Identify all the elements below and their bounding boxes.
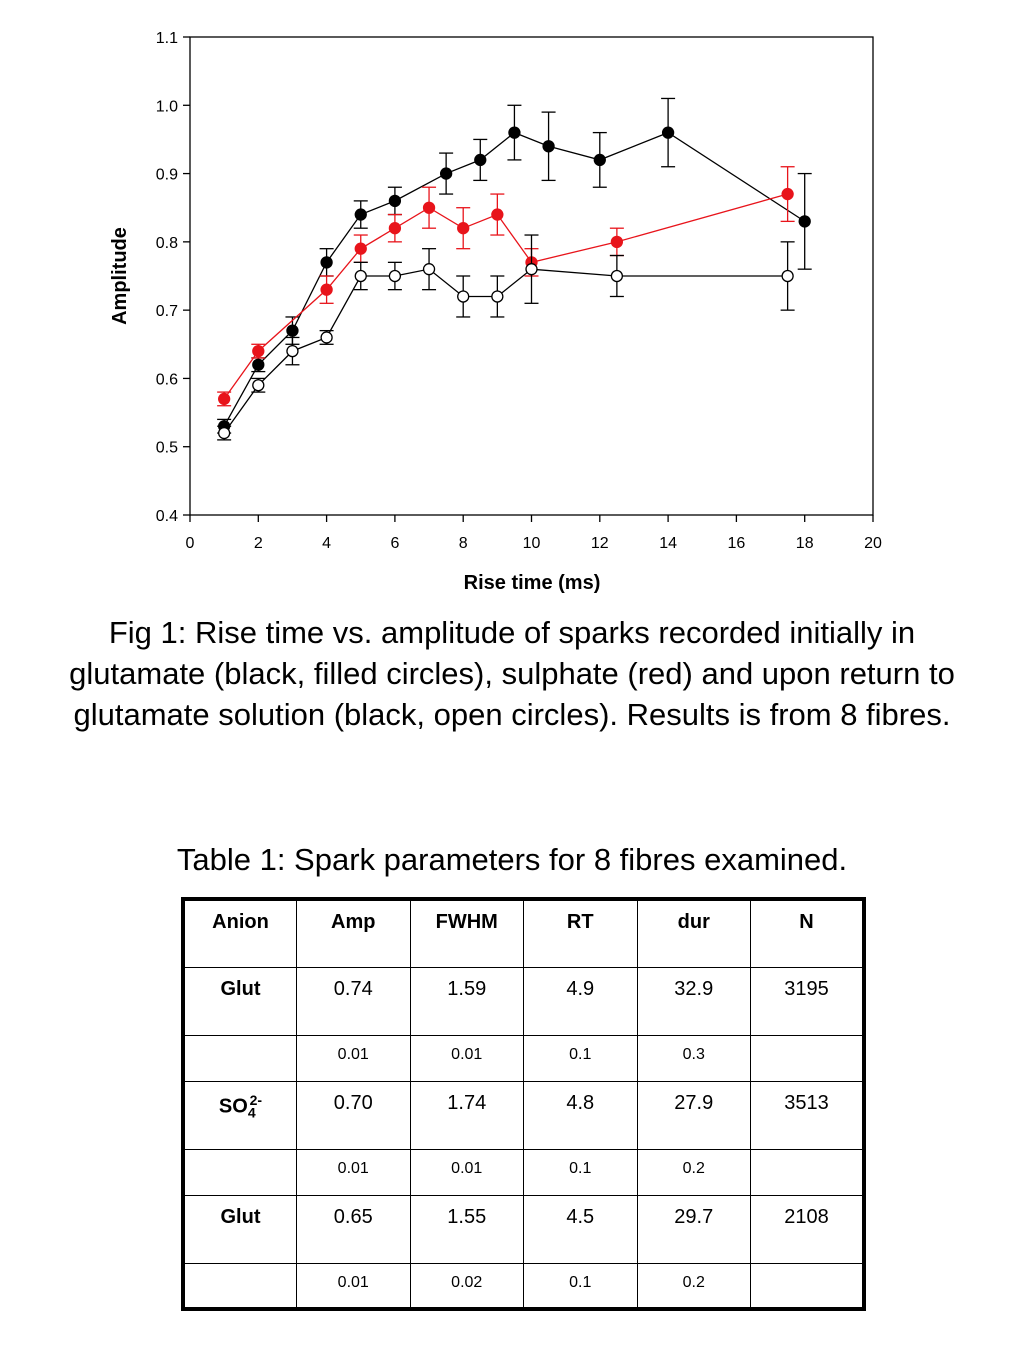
spark-parameters-table [181, 897, 866, 1311]
anion-cell: Glut [183, 967, 297, 1035]
y-tick-label: 0.8 [155, 234, 178, 252]
series-line [224, 133, 805, 427]
n-cell: 3195 [751, 967, 865, 1035]
data-point [611, 271, 622, 282]
x-tick-label: 14 [659, 535, 677, 552]
header-amp: Amp [297, 899, 411, 967]
fwhm-cell: 1.59 [410, 967, 524, 1035]
data-point [594, 154, 605, 165]
y-tick-label: 0.7 [155, 303, 178, 321]
header-rt: RT [524, 899, 638, 967]
data-point [663, 127, 674, 138]
data-point [389, 223, 400, 234]
header-fwhm: FWHM [410, 899, 524, 967]
figure-caption: Fig 1: Rise time vs. amplitude of sparks recorded initially in glutamate (black, filled circles), sulphate (red) and upon return to glutamate solution (black, open circles). Results is from 8 fibres. [69, 615, 955, 732]
fwhm-cell: 1.55 [410, 1195, 524, 1263]
series-layer [217, 98, 812, 439]
data-point [287, 346, 298, 357]
data-point [389, 195, 400, 206]
n-error-cell [751, 1263, 865, 1309]
rt-cell: 4.9 [524, 967, 638, 1035]
n-cell: 3513 [751, 1081, 865, 1149]
x-tick-label: 12 [590, 535, 609, 552]
table-caption: Table 1: Spark parameters for 8 fibres examined. [176, 842, 848, 877]
series-0 [217, 98, 812, 433]
table-row-glut-initial-error [183, 1035, 864, 1081]
data-point [355, 243, 366, 254]
data-point [355, 209, 366, 220]
data-point [458, 291, 469, 302]
x-axis-label: Rise time (ms) [463, 572, 601, 594]
data-point [526, 264, 537, 275]
data-point [253, 380, 264, 391]
x-tick-label: 4 [322, 535, 332, 552]
header-dur: dur [637, 899, 751, 967]
x-tick-label: 6 [390, 535, 400, 552]
dur-cell: 27.9 [637, 1081, 751, 1149]
data-point [458, 223, 469, 234]
data-point [219, 393, 230, 404]
data-point [355, 271, 366, 282]
rt-error-cell: 0.1 [524, 1263, 638, 1309]
table-row-glut-return-error [183, 1263, 864, 1309]
y-tick-label: 0.5 [155, 439, 178, 457]
data-point [475, 154, 486, 165]
data-point [492, 209, 503, 220]
n-error-cell [751, 1035, 865, 1081]
data-point [389, 271, 400, 282]
data-point [799, 216, 810, 227]
table-row-glut-initial [183, 967, 864, 1035]
y-tick-label: 1.0 [155, 98, 178, 116]
table-row-glut-return [183, 1195, 864, 1263]
anion-cell [183, 1081, 297, 1149]
table-row-sulphate [183, 1081, 864, 1149]
fwhm-error-cell: 0.02 [410, 1263, 524, 1309]
data-point [441, 168, 452, 179]
dur-cell: 32.9 [637, 967, 751, 1035]
header-anion: Anion [183, 899, 297, 967]
dur-cell: 29.7 [637, 1195, 751, 1263]
empty-cell [183, 1149, 297, 1195]
series-2 [217, 235, 794, 440]
x-tick-label: 10 [522, 535, 541, 552]
x-axis [186, 515, 882, 552]
rt-cell: 4.5 [524, 1195, 638, 1263]
amp-error-cell: 0.01 [297, 1263, 411, 1309]
y-tick-label: 0.9 [155, 166, 178, 184]
rise-time-amplitude-chart [0, 0, 1024, 605]
data-point [424, 264, 435, 275]
amp-error-cell: 0.01 [297, 1035, 411, 1081]
dur-error-cell: 0.3 [637, 1035, 751, 1081]
rt-error-cell: 0.1 [524, 1035, 638, 1081]
data-point [492, 291, 503, 302]
data-point [543, 141, 554, 152]
fwhm-error-cell: 0.01 [410, 1035, 524, 1081]
data-point [424, 202, 435, 213]
empty-cell [183, 1035, 297, 1081]
header-n: N [751, 899, 865, 967]
data-point [287, 325, 298, 336]
empty-cell [183, 1263, 297, 1309]
amp-error-cell: 0.01 [297, 1149, 411, 1195]
dur-error-cell: 0.2 [637, 1263, 751, 1309]
n-cell: 2108 [751, 1195, 865, 1263]
x-tick-label: 0 [185, 535, 195, 552]
y-tick-label: 0.6 [155, 371, 178, 389]
data-point [782, 271, 793, 282]
anion-cell: Glut [183, 1195, 297, 1263]
y-axis-label: Amplitude [109, 227, 131, 325]
rt-cell: 4.8 [524, 1081, 638, 1149]
data-point [782, 189, 793, 200]
x-tick-label: 16 [727, 535, 746, 552]
y-tick-label: 0.4 [155, 508, 178, 525]
data-point [509, 127, 520, 138]
x-tick-label: 8 [458, 535, 468, 552]
series-line [224, 269, 787, 433]
amp-cell: 0.74 [297, 967, 411, 1035]
series-1 [217, 167, 794, 406]
data-point [321, 284, 332, 295]
dur-error-cell: 0.2 [637, 1149, 751, 1195]
rt-error-cell: 0.1 [524, 1149, 638, 1195]
data-point [219, 428, 230, 439]
x-tick-label: 2 [253, 535, 263, 552]
anion-subscript: 4 [247, 1104, 256, 1121]
data-point [253, 359, 264, 370]
data-point [253, 346, 264, 357]
anion-base: SO [218, 1095, 248, 1118]
x-tick-label: 18 [795, 535, 814, 552]
x-tick-label: 20 [864, 535, 882, 552]
table-row-sulphate-error [183, 1149, 864, 1195]
data-point [321, 332, 332, 343]
amp-cell: 0.70 [297, 1081, 411, 1149]
fwhm-cell: 1.74 [410, 1081, 524, 1149]
y-tick-label: 1.1 [155, 30, 178, 47]
data-point [611, 236, 622, 247]
series-line [224, 194, 787, 399]
table-header-row [183, 899, 864, 967]
y-axis [156, 30, 190, 525]
data-point [321, 257, 332, 268]
fwhm-error-cell: 0.01 [410, 1149, 524, 1195]
anion-superscript: 2- [249, 1091, 263, 1108]
amp-cell: 0.65 [297, 1195, 411, 1263]
n-error-cell [751, 1149, 865, 1195]
